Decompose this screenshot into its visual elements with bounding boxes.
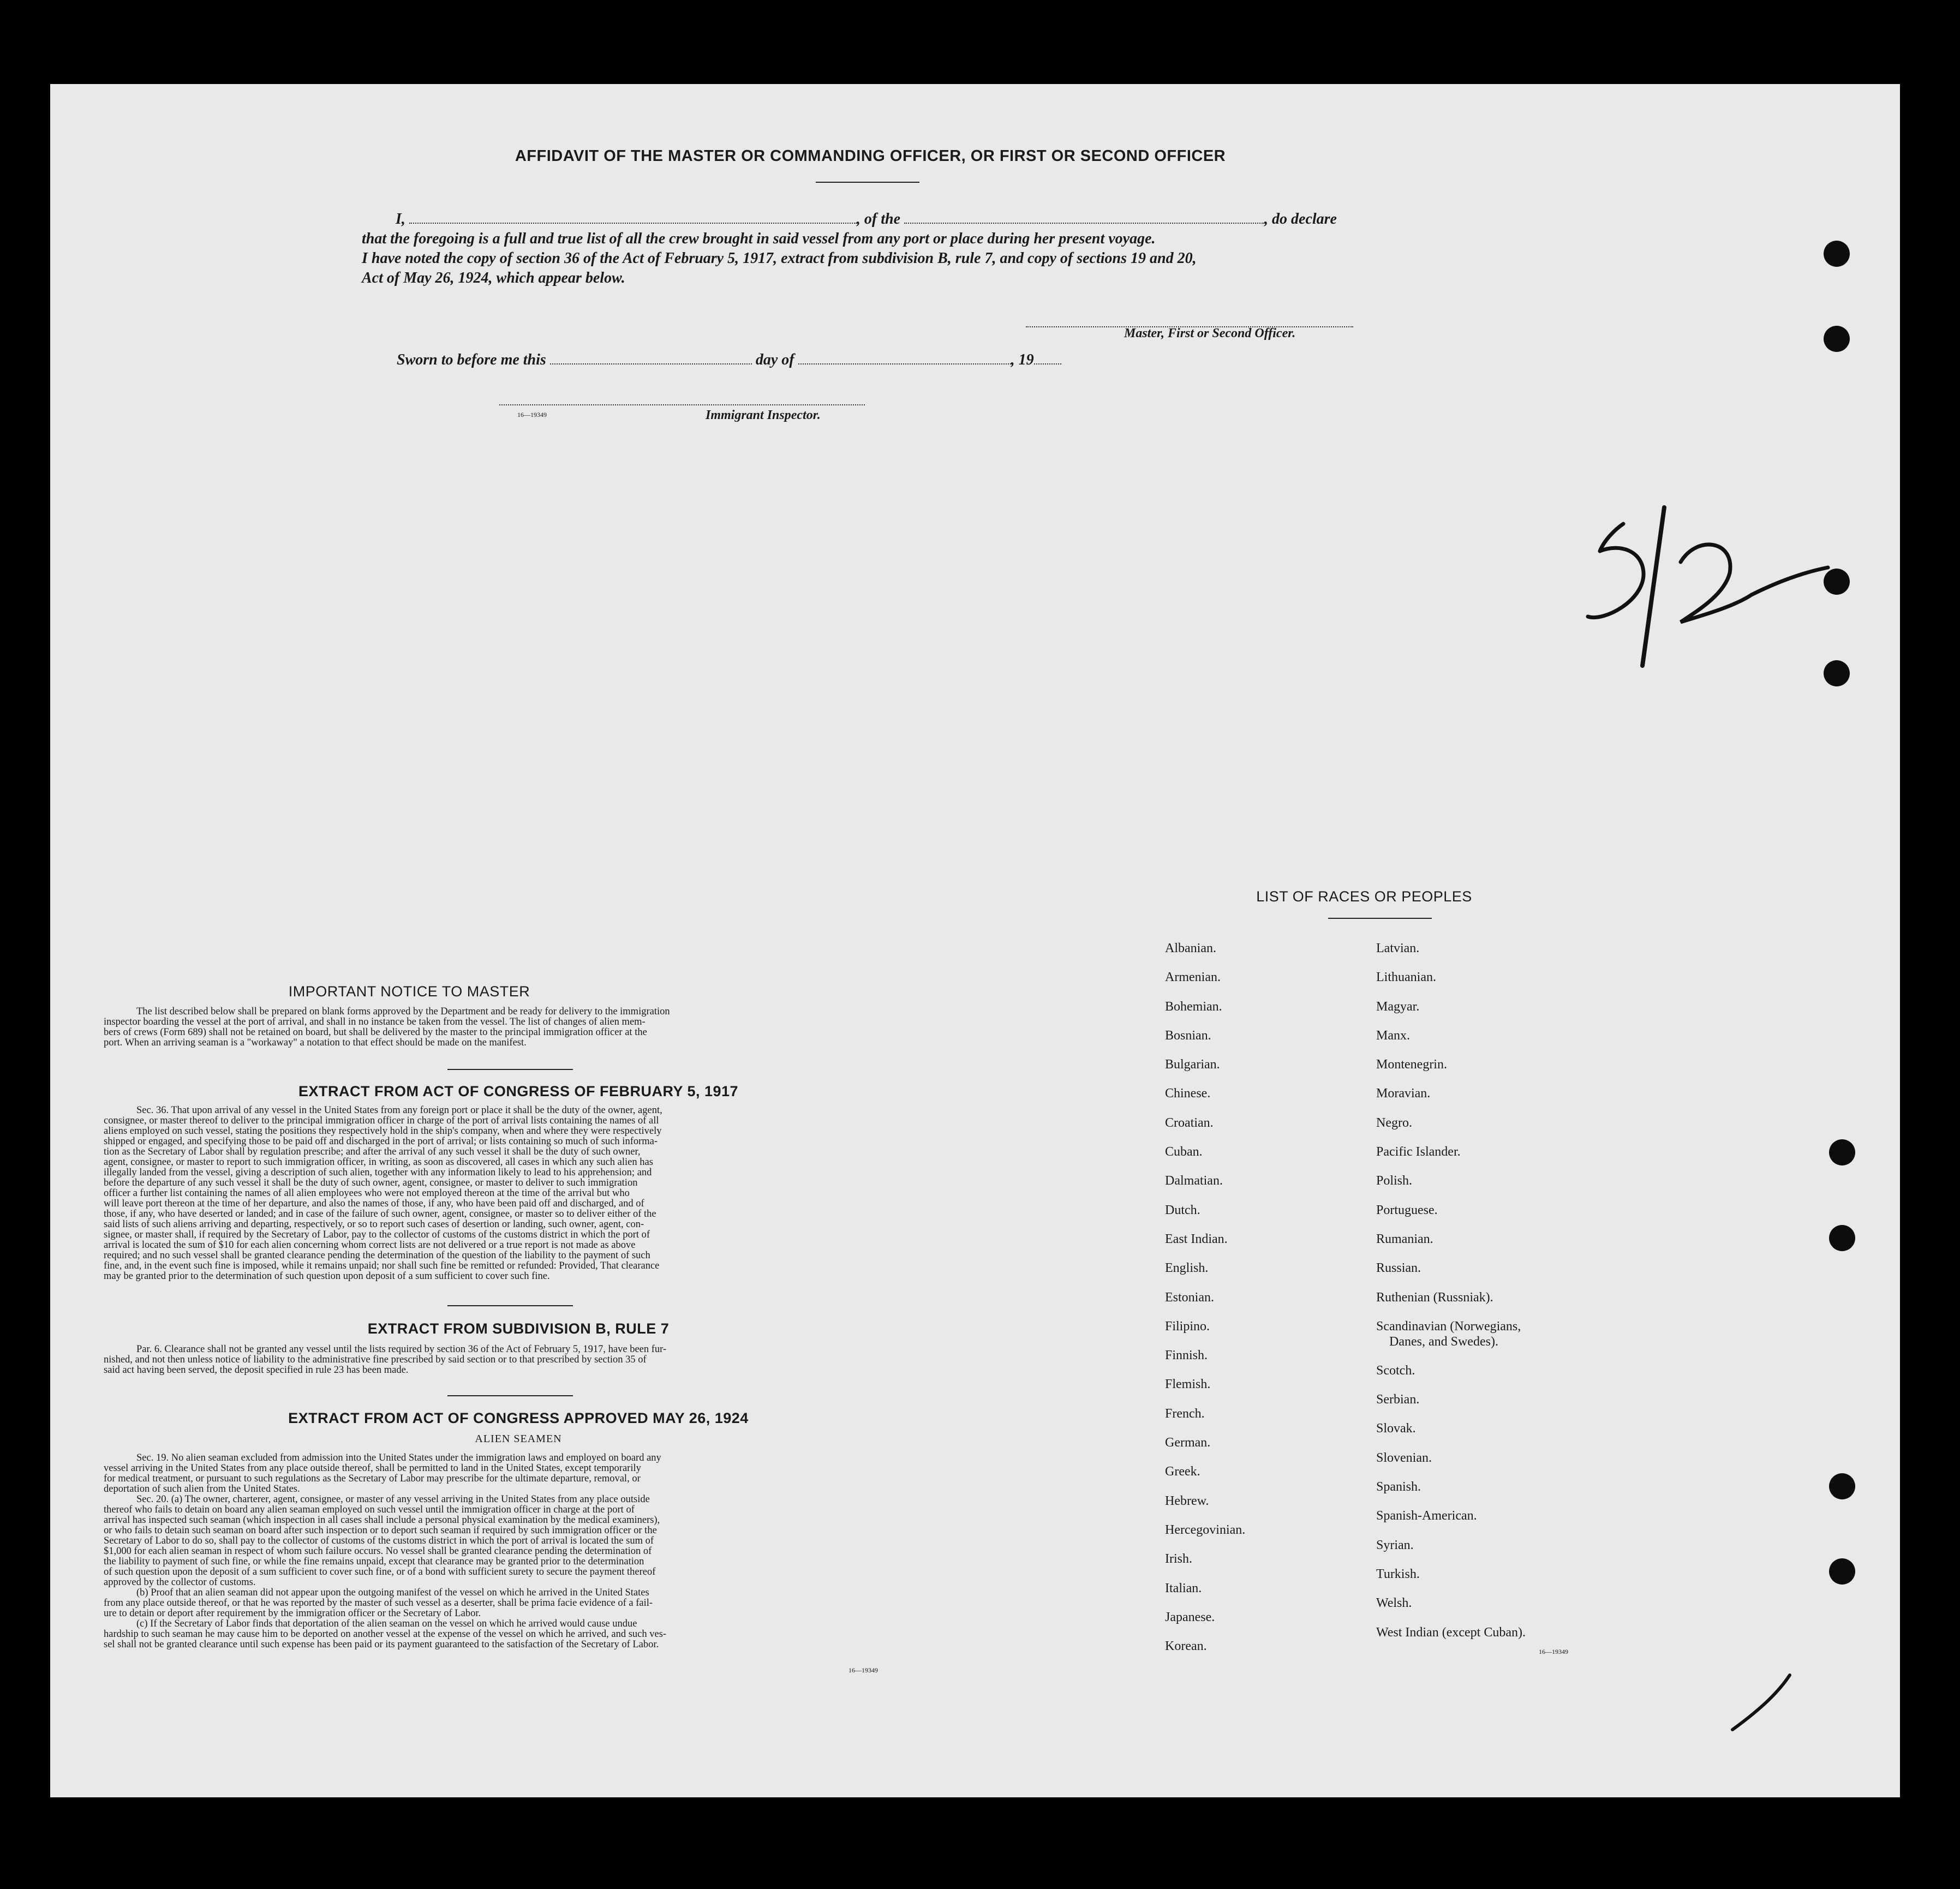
text-line: Sec. 19. No alien seaman excluded from admission into the United States under the immigration laws and employed on board any xyxy=(136,1452,661,1463)
extract-1917-title: EXTRACT FROM ACT OF CONGRESS OF FEBRUARY 5, 1917 xyxy=(298,1083,739,1099)
affidavit-title: AFFIDAVIT OF THE MASTER OR COMMANDING OFFICER, OR FIRST OR SECOND OFFICER xyxy=(515,147,1226,165)
race-item: Slovenian. xyxy=(1376,1450,1432,1465)
vessel-blank[interactable] xyxy=(904,222,1264,224)
race-item: Serbian. xyxy=(1376,1392,1420,1407)
divider xyxy=(1328,918,1432,919)
text-line: approved by the collector of customs. xyxy=(104,1577,256,1588)
race-item: Spanish-American. xyxy=(1376,1509,1477,1523)
text-line: aliens employed on such vessel, stating the positions they respectively hold in the ship's company, when and where they were respectively xyxy=(104,1126,662,1137)
race-item: Syrian. xyxy=(1376,1538,1414,1552)
race-item xyxy=(1376,1312,1526,1356)
race-item: Lithuanian. xyxy=(1376,970,1436,985)
declare-label: , do declare xyxy=(1264,211,1337,228)
race-item: West Indian (except Cuban). xyxy=(1376,1625,1526,1640)
race-item: Croatian. xyxy=(1165,1115,1214,1130)
punch-hole xyxy=(1829,1225,1855,1251)
race-item: Dalmatian. xyxy=(1165,1174,1223,1188)
year-label: , 19 xyxy=(1011,351,1034,368)
race-item: Bosnian. xyxy=(1165,1028,1211,1043)
text-line: fine, and, in the event such fine is imposed, while it remains unpaid; nor shall such fine be remitted or refunded: Provided, That clearance xyxy=(104,1260,660,1271)
race-item: Dutch. xyxy=(1165,1203,1200,1217)
race-item: Russian. xyxy=(1376,1261,1421,1276)
race-item: Turkish. xyxy=(1376,1567,1420,1581)
race-item: Negro. xyxy=(1376,1115,1412,1130)
race-item: Armenian. xyxy=(1165,970,1221,985)
race-item: Estonian. xyxy=(1165,1290,1214,1305)
rule7-title: EXTRACT FROM SUBDIVISION B, RULE 7 xyxy=(367,1320,670,1337)
race-item: Filipino. xyxy=(1165,1319,1210,1334)
extract-1924-text xyxy=(104,1453,906,1650)
text-line: illegally landed from the vessel, giving a description of such alien, together with any information likely to lead to his apprehension; and xyxy=(104,1167,652,1178)
text-line: hardship to such seaman he may cause him to be deported on another vessel at the expense of the vessel on which he arrived, and such ves- xyxy=(104,1629,667,1640)
text-line: nished, and not then unless notice of liability to the administrative fine prescribed by said section or to that prescribed by section 35 of xyxy=(104,1354,647,1365)
text-line: port. When an arriving seaman is a "workaway" a notation to that effect should be made on the manifest. xyxy=(104,1037,527,1048)
punch-hole xyxy=(1829,1558,1855,1585)
race-item: Magyar. xyxy=(1376,999,1420,1014)
race-item: Scotch. xyxy=(1376,1363,1415,1378)
text-line: required; and no such vessel shall be granted clearance pending the determination of the question of the liability to the payment of such xyxy=(104,1250,650,1261)
race-item: Korean. xyxy=(1165,1639,1207,1654)
divider xyxy=(447,1305,573,1306)
text-line: thereof who fails to detain on board any alien seaman employed on such vessel until the immigration officer in charge at the port of xyxy=(104,1504,635,1515)
text-line: Par. 6. Clearance shall not be granted any vessel until the lists required by section 36 of the Act of February 5, 1917, have been fur- xyxy=(136,1344,667,1355)
text-line: said lists of such aliens arriving and departing, respectively, or so to report such cases of desertion or landing, such owner, agent, con- xyxy=(104,1219,644,1230)
text-line: will leave port thereon at the time of her departure, and also the names of those, if any, who have been paid off and discharged, and of xyxy=(104,1198,644,1209)
text-line: from any place outside thereof, or that he was reported by the master of such vessel as a deserter, shall be prima facie evidence of a fail- xyxy=(104,1598,653,1609)
races-right-column xyxy=(1376,934,1526,1647)
text-line: or who fails to detain such seaman on board after such inspection or to deport such seaman if required by such immigration officer or the xyxy=(104,1525,657,1536)
line-i-label: I, xyxy=(396,211,405,228)
text-line: tion as the Secretary of Labor shall by regulation prescribe; and after the arrival of any such vessel it shall be the duty of such owner, xyxy=(104,1146,641,1157)
extract-1924-title: EXTRACT FROM ACT OF CONGRESS APPROVED MAY 26, 1924 xyxy=(288,1410,749,1426)
sworn-label: Sworn to before me this xyxy=(397,351,546,368)
text-line: (b) Proof that an alien seaman did not appear upon the outgoing manifest of the vessel on which he arrived in the United States xyxy=(136,1587,649,1598)
text-line: shipped or engaged, and specifying those to be paid off and discharged in the port of arrival; or lists containing so much of such informa- xyxy=(104,1136,658,1147)
year-blank[interactable] xyxy=(1034,363,1061,364)
extract-1917-text xyxy=(104,1105,906,1282)
race-item: Rumanian. xyxy=(1376,1232,1433,1246)
form-number: 16—19349 xyxy=(848,1666,878,1674)
divider xyxy=(816,182,919,183)
race-item: Italian. xyxy=(1165,1581,1202,1595)
text-line: The list described below shall be prepared on blank forms approved by the Department and be ready for delivery to the immigration xyxy=(136,1006,670,1017)
text-line: $1,000 for each alien seaman in respect of whom such failure occurs. No vessel shall be granted clearance pending the determination of xyxy=(104,1546,652,1557)
handwritten-number xyxy=(1571,491,1877,688)
sworn-line xyxy=(397,351,1061,369)
text-line: the liability to payment of such fine, or while the fine remains unpaid, except that clearance may be granted prior to the determination xyxy=(104,1556,644,1567)
race-item: Welsh. xyxy=(1376,1596,1412,1611)
punch-hole xyxy=(1829,1473,1855,1499)
race-item: Bulgarian. xyxy=(1165,1057,1220,1072)
text-line: (c) If the Secretary of Labor finds that deportation of the alien seaman on the vessel on which he arrived would cause undue xyxy=(136,1618,637,1629)
text-line: bers of crews (Form 689) shall not be retained on board, but shall be delivered by the master to the principal immigration officer at the xyxy=(104,1027,647,1038)
inspector-signature-line[interactable] xyxy=(499,404,865,405)
text-line: deportation of such alien from the United States. xyxy=(104,1484,300,1495)
name-blank[interactable] xyxy=(409,222,857,224)
divider xyxy=(447,1069,573,1070)
text-line: arrival has inspected such seaman (which inspection in all cases shall include a personal physical examination by the medical examiners), xyxy=(104,1515,660,1526)
race-item: Greek. xyxy=(1165,1464,1200,1479)
day-of-label: day of xyxy=(755,351,794,368)
race-item: Montenegrin. xyxy=(1376,1057,1447,1072)
of-the-label: , of the xyxy=(856,211,901,228)
race-item: Ruthenian (Russniak). xyxy=(1376,1290,1493,1305)
text-line: Sec. 36. That upon arrival of any vessel in the United States from any foreign port or place it shall be the duty of the owner, agent, xyxy=(136,1105,662,1116)
race-item: English. xyxy=(1165,1261,1209,1276)
text-line: inspector boarding the vessel at the port of arrival, and shall in no instance be taken from the vessel. The list of changes of alien mem- xyxy=(104,1017,646,1027)
text-line: Sec. 20. (a) The owner, charterer, agent, consignee, or master of any vessel arriving in the United States from any place outside xyxy=(136,1494,650,1505)
day-blank[interactable] xyxy=(550,363,752,364)
text-line: consignee, or master thereof to deliver to the principal immigration officer in charge of the port of arrival lists containing the names of all xyxy=(104,1115,659,1126)
race-item: German. xyxy=(1165,1436,1211,1450)
race-item: Hebrew. xyxy=(1165,1493,1209,1508)
alien-seamen-subtitle: ALIEN SEAMEN xyxy=(475,1433,562,1445)
race-item: Japanese. xyxy=(1165,1610,1215,1624)
text-line: before the departure of any such vessel it shall be the duty of such owner, agent, consignee, or master to deliver to such immigration xyxy=(104,1177,638,1188)
form-number: 16—19349 xyxy=(517,411,547,419)
affidavit-line1 xyxy=(396,211,1378,228)
race-item: Flemish. xyxy=(1165,1377,1211,1392)
handwritten-mark xyxy=(1724,1670,1801,1735)
form-number: 16—19349 xyxy=(1539,1648,1568,1655)
race-item: Portuguese. xyxy=(1376,1203,1438,1217)
race-item: Latvian. xyxy=(1376,941,1420,955)
text-line: ure to detain or deport after requirement by the immigration officer or the Secretary of Labor. xyxy=(104,1608,481,1619)
race-item: Moravian. xyxy=(1376,1086,1431,1101)
race-item: Spanish. xyxy=(1376,1480,1421,1495)
race-item: Finnish. xyxy=(1165,1348,1208,1363)
affidavit-line4: Act of May 26, 1924, which appear below. xyxy=(362,270,625,286)
punch-hole xyxy=(1824,326,1850,352)
race-item: Bohemian. xyxy=(1165,999,1222,1014)
divider xyxy=(447,1395,573,1396)
race-item: Polish. xyxy=(1376,1174,1413,1188)
race-item: Hercegovinian. xyxy=(1165,1522,1246,1537)
punch-hole xyxy=(1824,241,1850,267)
race-item: East Indian. xyxy=(1165,1232,1228,1246)
text-line: said act having been served, the deposit specified in rule 23 has been made. xyxy=(104,1365,409,1376)
notice-title: IMPORTANT NOTICE TO MASTER xyxy=(288,983,530,1000)
race-item: French. xyxy=(1165,1406,1205,1421)
race-item-line: Scandinavian (Norwegians, xyxy=(1376,1319,1521,1334)
text-line: agent, consignee, or master to report to such immigration officer, in writing, as soon as discovered, all cases in which any such alien has xyxy=(104,1157,653,1168)
text-line: vessel arriving in the United States from any place outside thereof, shall be permitted to land in the United States, except temporarily xyxy=(104,1463,641,1474)
text-line: Secretary of Labor to do so, shall pay to the collector of customs of the customs district in which the port of arrival is located the sum of xyxy=(104,1535,654,1546)
affidavit-line2: that the foregoing is a full and true list of all the crew brought in said vessel from any port or place during her present voyage. xyxy=(362,230,1156,247)
notice-text xyxy=(104,1007,906,1048)
race-item: Pacific Islander. xyxy=(1376,1145,1461,1159)
race-item: Chinese. xyxy=(1165,1086,1211,1101)
inspector-label: Immigrant Inspector. xyxy=(706,408,821,422)
text-line: arrival is located the sum of $10 for each alien concerning whom correct lists are not delivered or a true report is not made as above xyxy=(104,1240,636,1251)
race-item: Cuban. xyxy=(1165,1145,1203,1159)
race-item: Irish. xyxy=(1165,1552,1192,1567)
text-line: may be granted prior to the determination of such question upon deposit of a sum sufficient to cover such fine. xyxy=(104,1271,550,1282)
race-item: Albanian. xyxy=(1165,941,1216,955)
text-line: of such question upon the deposit of a sum sufficient to cover such fine, or of a bond with sufficient surety to secure the payment thereof xyxy=(104,1567,656,1577)
text-line: for medical treatment, or pursuant to such regulations as the Secretary of Labor may prescribe for the ultimate departure, removal, or xyxy=(104,1473,641,1484)
rule7-text xyxy=(104,1344,906,1376)
races-title: LIST OF RACES OR PEOPLES xyxy=(1256,888,1472,905)
text-line: signee, or master shall, if required by the Secretary of Labor, pay to the collector of customs of the customs district in which the port of xyxy=(104,1229,650,1240)
punch-hole xyxy=(1829,1139,1855,1165)
race-item: Manx. xyxy=(1376,1028,1410,1043)
races-left-column xyxy=(1165,934,1245,1661)
master-signature-label: Master, First or Second Officer. xyxy=(1124,326,1296,340)
race-item-line: Danes, and Swedes). xyxy=(1389,1334,1498,1349)
text-line: sel shall not be granted clearance until such expense has been paid or its payment guaranteed to the satisfaction of the Secretary of Labor. xyxy=(104,1639,659,1650)
race-item: Slovak. xyxy=(1376,1421,1416,1436)
month-blank[interactable] xyxy=(798,363,1011,364)
text-line: officer a further list containing the names of all alien employees who were not employed thereon at the time of the arrival but who xyxy=(104,1188,630,1199)
affidavit-line3: I have noted the copy of section 36 of the Act of February 5, 1917, extract from subdivision B, rule 7, and copy of sections 19 and 20, xyxy=(362,250,1197,267)
text-line: those, if any, who have deserted or landed; and in case of the failure of such owner, agent, consignee, or master so to deliver either of the xyxy=(104,1209,656,1220)
